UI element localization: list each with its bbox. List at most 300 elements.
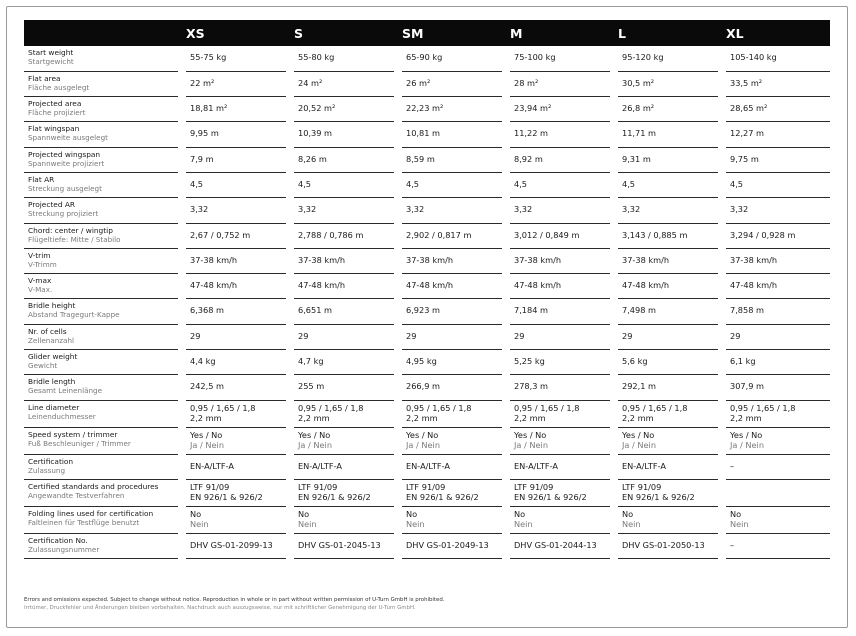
value-line-2: EN 926/1 & 926/2 [406, 491, 479, 502]
value-text: 95-120 kg [622, 52, 664, 62]
value-text: 6,368 m [190, 305, 225, 316]
value-cell-m [506, 248, 614, 273]
size-header-xl: XL [722, 20, 830, 46]
value-text: 307,9 m [730, 381, 765, 392]
value-text [730, 482, 826, 486]
row-label [24, 350, 182, 375]
value-cell-sm [398, 350, 506, 375]
value-cell-xs [182, 506, 290, 533]
value-text: 22,23 m² [406, 103, 444, 114]
value-cell-s [290, 198, 398, 223]
value-cell-l [614, 533, 722, 558]
value-text: 29 [190, 330, 201, 341]
row-label-en: Certification No. [28, 535, 88, 545]
table-row [24, 147, 830, 172]
row-label [24, 46, 182, 71]
spec-table [24, 20, 830, 559]
row-label-de: Gewicht [28, 361, 58, 371]
value-text: 4,5 [190, 178, 204, 189]
row-label [24, 454, 182, 479]
value-line-1: LTF 91/09 [190, 481, 230, 492]
value-text: 2,67 / 0,752 m [190, 229, 251, 240]
value-text: – [730, 539, 735, 550]
row-label-de: Spannweite ausgelegt [28, 133, 108, 143]
value-text: 242,5 m [190, 381, 225, 392]
value-text: 8,26 m [298, 153, 327, 164]
value-text: 47-48 km/h [190, 280, 238, 291]
row-label-de: Streckung ausgelegt [28, 183, 102, 193]
row-label-de: Fuß Beschleuniger / Trimmer [28, 438, 131, 448]
value-text: 6,923 m [406, 305, 441, 316]
row-label-de: Streckung projiziert [28, 209, 99, 219]
table-row [24, 454, 830, 479]
row-label [24, 427, 182, 454]
value-text: DHV GS-01-2044-13 [514, 539, 597, 550]
row-label-de: Flügeltiefe: Mitte / Stabilo [28, 234, 121, 244]
value-text: 8,92 m [514, 153, 543, 164]
header-corner [24, 20, 182, 46]
value-text: 3,32 [514, 204, 533, 215]
value-cell-s [290, 479, 398, 506]
table-row [24, 274, 830, 299]
value-text: 12,27 m [730, 128, 765, 139]
value-cell-xl [722, 147, 830, 172]
value-cell-l [614, 375, 722, 400]
value-text: EN-A/LTF-A [622, 460, 666, 471]
value-cell-m [506, 71, 614, 96]
value-cell-l [614, 147, 722, 172]
spec-sheet [24, 20, 830, 559]
table-row [24, 506, 830, 533]
value-cell-m [506, 454, 614, 479]
size-header-xs: XS [182, 20, 290, 46]
value-cell-m [506, 427, 614, 454]
value-line-2: EN 926/1 & 926/2 [622, 491, 695, 502]
value-line-1: No [514, 508, 526, 519]
value-cell-xl [722, 324, 830, 349]
value-line-1: Yes / No [622, 429, 655, 440]
value-cell-s [290, 533, 398, 558]
value-cell-xl [722, 198, 830, 223]
value-cell-l [614, 506, 722, 533]
value-cell-xl [722, 274, 830, 299]
value-cell-sm [398, 223, 506, 248]
value-text: 7,184 m [514, 305, 549, 316]
value-text: 29 [514, 330, 525, 341]
value-text: 28,65 m² [730, 103, 768, 114]
value-text: 55-80 kg [298, 52, 335, 62]
row-label-en: Projected AR [28, 200, 76, 210]
value-cell-sm [398, 274, 506, 299]
size-header-sm: SM [398, 20, 506, 46]
value-cell-sm [398, 454, 506, 479]
value-line-1: 0,95 / 1,65 / 1,8 [730, 402, 796, 413]
value-cell-l [614, 198, 722, 223]
value-text: 4,7 kg [298, 356, 324, 367]
value-cell-l [614, 324, 722, 349]
value-text: 33,5 m² [730, 77, 763, 88]
value-text: 29 [622, 330, 633, 341]
row-label-en: Bridle length [28, 377, 76, 387]
value-text: 2,788 / 0,786 m [298, 229, 364, 240]
value-cell-xs [182, 172, 290, 197]
row-label-en: Flat wingspan [28, 124, 80, 134]
value-cell-xl [722, 506, 830, 533]
row-label-de: V-Max. [28, 285, 53, 295]
value-cell-xl [722, 172, 830, 197]
value-cell-l [614, 248, 722, 273]
value-cell-sm [398, 400, 506, 427]
value-cell-s [290, 400, 398, 427]
value-text: 20,52 m² [298, 103, 336, 114]
value-text: EN-A/LTF-A [514, 460, 558, 471]
value-cell-m [506, 97, 614, 122]
row-label-de: Angewandte Testverfahren [28, 490, 125, 500]
row-label-en: Glider weight [28, 352, 78, 362]
value-line-1: 0,95 / 1,65 / 1,8 [514, 402, 580, 413]
row-label [24, 324, 182, 349]
row-label-en: V-max [28, 276, 52, 286]
value-text: 28 m² [514, 77, 539, 88]
value-cell-xs [182, 350, 290, 375]
table-row [24, 198, 830, 223]
row-label-en: Certification [28, 456, 74, 466]
value-cell-sm [398, 533, 506, 558]
table-row [24, 299, 830, 324]
value-text: EN-A/LTF-A [190, 460, 234, 471]
row-label [24, 223, 182, 248]
value-cell-l [614, 299, 722, 324]
row-label [24, 198, 182, 223]
value-line-1: 0,95 / 1,65 / 1,8 [622, 402, 688, 413]
value-cell-xl [722, 122, 830, 147]
value-text: 9,75 m [730, 153, 759, 164]
value-text: 37-38 km/h [298, 254, 346, 265]
value-text: 6,1 kg [730, 356, 756, 367]
value-cell-s [290, 248, 398, 273]
value-text: DHV GS-01-2099-13 [190, 539, 273, 550]
value-text: 7,9 m [190, 153, 214, 164]
value-text: DHV GS-01-2049-13 [406, 539, 489, 550]
value-cell-xs [182, 533, 290, 558]
value-text: 292,1 m [622, 381, 657, 392]
value-text: 7,498 m [622, 305, 657, 316]
value-cell-xs [182, 274, 290, 299]
row-label-de: Gesamt Leinenlänge [28, 386, 103, 396]
value-cell-sm [398, 198, 506, 223]
value-line-2: EN 926/1 & 926/2 [514, 491, 587, 502]
value-line-1: Yes / No [190, 429, 223, 440]
value-text: 11,71 m [622, 128, 657, 139]
value-cell-xl [722, 427, 830, 454]
value-cell-l [614, 122, 722, 147]
value-cell-xs [182, 299, 290, 324]
row-label-en: Flat area [28, 73, 61, 83]
value-cell-l [614, 479, 722, 506]
value-cell-xs [182, 97, 290, 122]
value-text: 255 m [298, 381, 325, 392]
value-cell-l [614, 350, 722, 375]
value-cell-sm [398, 427, 506, 454]
value-cell-s [290, 46, 398, 71]
row-label-en: V-trim [28, 250, 51, 260]
value-cell-m [506, 506, 614, 533]
value-text: 18,81 m² [190, 103, 228, 114]
row-label-en: Line diameter [28, 402, 80, 412]
table-row [24, 122, 830, 147]
value-cell-l [614, 46, 722, 71]
table-row [24, 427, 830, 454]
value-text: 10,39 m [298, 128, 333, 139]
value-cell-xl [722, 400, 830, 427]
value-text: 3,32 [406, 204, 425, 215]
value-text: 23,94 m² [514, 103, 552, 114]
row-label-en: Projected area [28, 99, 82, 109]
value-text: 8,59 m [406, 153, 435, 164]
row-label [24, 97, 182, 122]
row-label [24, 147, 182, 172]
spec-rows [24, 46, 830, 559]
value-cell-xl [722, 71, 830, 96]
value-line-1: Yes / No [406, 429, 439, 440]
value-text: 47-48 km/h [298, 280, 346, 291]
value-cell-xs [182, 375, 290, 400]
table-row [24, 324, 830, 349]
value-line-2: Nein [298, 518, 317, 529]
value-cell-m [506, 350, 614, 375]
value-line-1: No [730, 508, 742, 519]
value-cell-xl [722, 223, 830, 248]
value-text: 47-48 km/h [730, 280, 778, 291]
value-cell-m [506, 375, 614, 400]
value-line-1: LTF 91/09 [514, 481, 554, 492]
table-row [24, 375, 830, 400]
value-text: 5,25 kg [514, 356, 545, 367]
value-text: 5,6 kg [622, 356, 648, 367]
value-line-2: EN 926/1 & 926/2 [190, 491, 263, 502]
value-cell-sm [398, 71, 506, 96]
value-cell-s [290, 506, 398, 533]
value-text: 4,5 [730, 178, 744, 189]
value-line-2: Ja / Nein [622, 439, 657, 450]
value-cell-s [290, 172, 398, 197]
value-line-1: 0,95 / 1,65 / 1,8 [190, 402, 256, 413]
value-text: 24 m² [298, 77, 323, 88]
value-cell-xs [182, 46, 290, 71]
value-line-2: EN 926/1 & 926/2 [298, 491, 371, 502]
value-cell-sm [398, 248, 506, 273]
value-cell-xs [182, 427, 290, 454]
value-line-2: Nein [622, 518, 641, 529]
value-text: 3,32 [730, 204, 749, 215]
value-line-1: No [298, 508, 310, 519]
value-text: 37-38 km/h [730, 254, 778, 265]
size-header-m: M [506, 20, 614, 46]
value-line-1: No [406, 508, 418, 519]
row-label-en: Flat AR [28, 174, 55, 184]
row-label-en: Start weight [28, 48, 74, 57]
value-text: 37-38 km/h [406, 254, 454, 265]
value-text: 4,5 [298, 178, 312, 189]
value-cell-l [614, 71, 722, 96]
footer-disclaimer [24, 596, 830, 612]
row-label [24, 172, 182, 197]
value-text: 29 [406, 330, 417, 341]
table-row [24, 71, 830, 96]
value-cell-l [614, 400, 722, 427]
value-cell-s [290, 350, 398, 375]
table-row [24, 97, 830, 122]
row-label-de: Leinenduchmesser [28, 411, 96, 421]
value-cell-l [614, 223, 722, 248]
value-text: 37-38 km/h [190, 254, 238, 265]
value-cell-xs [182, 400, 290, 427]
value-cell-l [614, 274, 722, 299]
value-line-1: 0,95 / 1,65 / 1,8 [406, 402, 472, 413]
value-text: 6,651 m [298, 305, 333, 316]
value-text: 75-100 kg [514, 52, 556, 62]
table-row [24, 533, 830, 558]
value-text: 26 m² [406, 77, 431, 88]
value-cell-l [614, 427, 722, 454]
value-text: 3,32 [622, 204, 641, 215]
footer-disclaimer-en: Errors and omissions expected. Subject to change without notice. Reproduction in whole or in part without written permission of U-Turn GmbH is prohibited. [24, 597, 445, 603]
table-row [24, 400, 830, 427]
row-label-de: Fläche ausgelegt [28, 82, 90, 92]
value-text: 105-140 kg [730, 52, 777, 62]
value-line-2: 2,2 mm [298, 412, 330, 423]
row-label-en: Projected wingspan [28, 149, 101, 159]
value-cell-xl [722, 533, 830, 558]
value-line-1: No [190, 508, 202, 519]
value-cell-s [290, 274, 398, 299]
value-text: 4,5 [622, 178, 636, 189]
value-line-2: Ja / Nein [298, 439, 333, 450]
value-cell-xl [722, 299, 830, 324]
value-text: 4,95 kg [406, 356, 437, 367]
size-header-l: L [614, 20, 722, 46]
value-text: 47-48 km/h [406, 280, 454, 291]
value-text: 55-75 kg [190, 52, 227, 62]
value-cell-m [506, 400, 614, 427]
value-cell-m [506, 324, 614, 349]
value-cell-m [506, 147, 614, 172]
row-label-en: Speed system / trimmer [28, 429, 118, 439]
value-cell-m [506, 46, 614, 71]
value-line-2: Nein [406, 518, 425, 529]
value-cell-s [290, 299, 398, 324]
value-line-2: 2,2 mm [190, 412, 222, 423]
value-text: 9,31 m [622, 153, 651, 164]
value-text: 266,9 m [406, 381, 441, 392]
size-header-row [24, 20, 830, 46]
row-label-de: Zulassung [28, 465, 66, 475]
value-cell-xl [722, 454, 830, 479]
row-label-en: Folding lines used for certification [28, 508, 154, 518]
value-cell-m [506, 172, 614, 197]
value-cell-xl [722, 46, 830, 71]
value-line-1: LTF 91/09 [298, 481, 338, 492]
row-label [24, 122, 182, 147]
value-text: 47-48 km/h [514, 280, 562, 291]
table-row [24, 223, 830, 248]
value-line-1: Yes / No [514, 429, 547, 440]
value-cell-sm [398, 479, 506, 506]
value-cell-xl [722, 350, 830, 375]
value-cell-sm [398, 46, 506, 71]
value-cell-m [506, 533, 614, 558]
value-cell-xs [182, 454, 290, 479]
value-text: 29 [730, 330, 741, 341]
value-text: – [730, 460, 735, 471]
row-label [24, 506, 182, 533]
value-line-1: LTF 91/09 [406, 481, 446, 492]
row-label [24, 71, 182, 96]
value-cell-xs [182, 223, 290, 248]
value-cell-s [290, 97, 398, 122]
value-cell-sm [398, 324, 506, 349]
value-text: 2,902 / 0,817 m [406, 229, 472, 240]
value-line-2: Nein [730, 518, 749, 529]
value-cell-sm [398, 375, 506, 400]
value-line-2: Nein [190, 518, 209, 529]
value-cell-xs [182, 122, 290, 147]
value-cell-xs [182, 248, 290, 273]
value-cell-l [614, 97, 722, 122]
value-line-2: 2,2 mm [622, 412, 654, 423]
value-text: 22 m² [190, 77, 215, 88]
row-label [24, 248, 182, 273]
value-line-2: Ja / Nein [406, 439, 441, 450]
value-text: EN-A/LTF-A [298, 460, 342, 471]
value-cell-s [290, 223, 398, 248]
value-text: EN-A/LTF-A [406, 460, 450, 471]
value-cell-xl [722, 97, 830, 122]
value-text: 278,3 m [514, 381, 549, 392]
table-row [24, 479, 830, 506]
footer-disclaimer-de: Irrtümer, Druckfehler und Änderungen bleiben vorbehalten. Nachdruck auch auszugsweise, nur mit schriftlicher Genehmigung der U-Turn GmbH. [24, 605, 416, 611]
value-line-2: Ja / Nein [730, 439, 765, 450]
value-cell-xl [722, 375, 830, 400]
value-text: 26,8 m² [622, 103, 655, 114]
row-label [24, 400, 182, 427]
row-label-de: Spannweite projiziert [28, 158, 105, 168]
row-label-en: Chord: center / wingtip [28, 225, 113, 235]
value-line-1: Yes / No [298, 429, 331, 440]
value-text: 30,5 m² [622, 77, 655, 88]
value-cell-s [290, 122, 398, 147]
value-text: 11,22 m [514, 128, 549, 139]
value-cell-m [506, 274, 614, 299]
row-label-de: Zulassungsnummer [28, 544, 100, 554]
value-text: 4,4 kg [190, 356, 216, 367]
value-text: 47-48 km/h [622, 280, 670, 291]
row-label-de: Faltleinen für Testflüge benutzt [28, 517, 140, 527]
value-cell-sm [398, 299, 506, 324]
value-line-2: Ja / Nein [514, 439, 549, 450]
value-text: 29 [298, 330, 309, 341]
value-text: 65-90 kg [406, 52, 443, 62]
value-text: 37-38 km/h [514, 254, 562, 265]
value-cell-s [290, 71, 398, 96]
value-cell-xl [722, 248, 830, 273]
value-text: 3,32 [190, 204, 209, 215]
row-label [24, 274, 182, 299]
row-label-en: Bridle height [28, 301, 76, 311]
value-cell-xs [182, 479, 290, 506]
value-text: 10,81 m [406, 128, 441, 139]
value-text: 7,858 m [730, 305, 765, 316]
